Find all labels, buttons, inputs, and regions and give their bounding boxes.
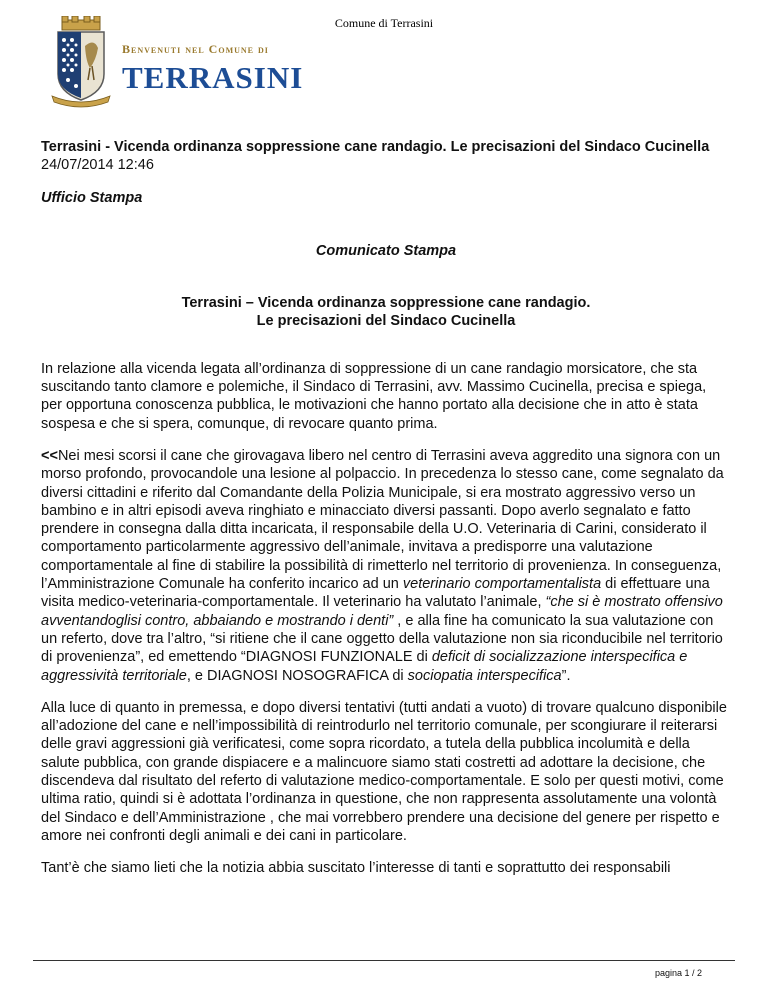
paragraph-incident [41, 447, 731, 685]
press-release-label: Comunicato Stampa [315, 242, 457, 259]
press-release-title [41, 294, 731, 331]
town-crest-icon [50, 16, 112, 108]
paragraph-incident-text-2: di effettuare una visita medico-veterinaria-comportamentale. Il veterinario ha valutato l’animale, [41, 576, 710, 611]
emphasis-diagnosis-1: deficit di socializzazione interspecifica e aggressività territoriale [41, 649, 688, 684]
paragraph-closing: Tant’è che siamo lieti che la notizia abbia suscitato l’interesse di tanti e soprattutto dei responsabili [41, 860, 671, 877]
press-release-title-line2: Le precisazioni del Sindaco Cucinella [256, 313, 516, 330]
emphasis-quote: “che si è mostrato offensivo avventandoglisi contro, abbaiando e mostrando i denti” [41, 594, 723, 629]
page-number: pagina 1 / 2 [654, 968, 702, 978]
paragraph-incident-text-3: , e alla fine ha comunicato la sua valutazione con un referto, dove tra l’altro, “si ritiene che il cane oggetto della valutazione non sia riconducibile nel territorio di provenienza”, ed emettendo “DIAGNOSI FUNZIONALE di [41, 612, 723, 666]
emphasis-vet: veterinario comportamentalista [402, 576, 602, 593]
logo-welcome-text: Benvenuti nel Comune di [122, 42, 269, 56]
paragraph-incident-text-4: , e DIAGNOSI NOSOGRAFICA di [186, 667, 408, 684]
footer-divider [33, 960, 735, 961]
paragraph-intro: In relazione alla vicenda legata all’ordinanza di soppressione di un cane randagio morsicatore, che sta suscitando tanto clamore e polemiche, il Sindaco di Terrasini, avv. Massimo Cucinella, precisa e spiega, per opportuna conoscenza pubblica, le motivazioni che hanno portato alla decisione che in atto è stata sospesa e che si spera, comunque, di revocare quanto prima. [41, 360, 707, 432]
comune-logo [50, 16, 320, 108]
paragraph-incident-text-1: Nei mesi scorsi il cane che girovagava libero nel centro di Terrasini aveva aggredito una signora con un morso profondo, provocandole una lesione al polpaccio. In precedenza lo stesso cane, come segnalato da diversi cittadini e riferito dal Comandante della Polizia Municipale, si era mostrato aggressivo verso un bambino e in altri episodi aveva ringhiato e minacciato diversi passanti. Dopo averlo segnalato e fatto prendere in consegna dalla ditta incaricata, il responsabile della U.O. Veterinaria di Carini, considerato il comportamento particolarmente aggressivo dell’animale, invitava a predisporre una valutazione comportamentale al fine di stabilire la possibilità di rimetterlo nel territorio di provenienza. In conseguenza, l’Amministrazione Comunale ha conferito incarico ad un [41, 447, 724, 593]
press-release-title-line1: Terrasini – Vicenda ordinanza soppressione cane randagio. [181, 295, 591, 312]
quote-open-mark: << [41, 447, 58, 464]
emphasis-diagnosis-2: sociopatia interspecifica [407, 667, 562, 684]
paragraph-incident-text-5: ”. [561, 667, 571, 684]
article [41, 138, 731, 878]
site-header: Comune di Terrasini [334, 16, 434, 30]
article-author: Ufficio Stampa [41, 189, 143, 206]
article-date: 24/07/2014 12:46 [41, 157, 154, 174]
logo-town-name: TERRASINI [122, 60, 304, 95]
article-title: Terrasini - Vicenda ordinanza soppressione cane randagio. Le precisazioni del Sindaco Cucinella [41, 139, 710, 155]
paragraph-decision: Alla luce di quanto in premessa, e dopo diversi tentativi (tutti andati a vuoto) di trovare qualcuno disponibile all’adozione del cane e nell’impossibilità di reintrodurlo nel territorio comunale, per scongiurare il reiterarsi delle gravi aggressioni già verificatesi, come sopra ricordato, a tutela della pubblica incolumità e della salute pubblica, con grande dispiacere e a malincuore siamo stati costretti ad adottare la decisione, che discendeva dal risultato del referto di valutazione medico-comportamentale. E solo per questi motivi, come ultima ratio, quindi si è adottata l’ordinanza in questione, che non rappresenta assolutamente una volontà del Sindaco e dell’Amministrazione , che mai vorrebbero prendere una decisione del genere per rispetto e amore nei confronti degli animali e dei cani in particolare. [41, 699, 727, 844]
